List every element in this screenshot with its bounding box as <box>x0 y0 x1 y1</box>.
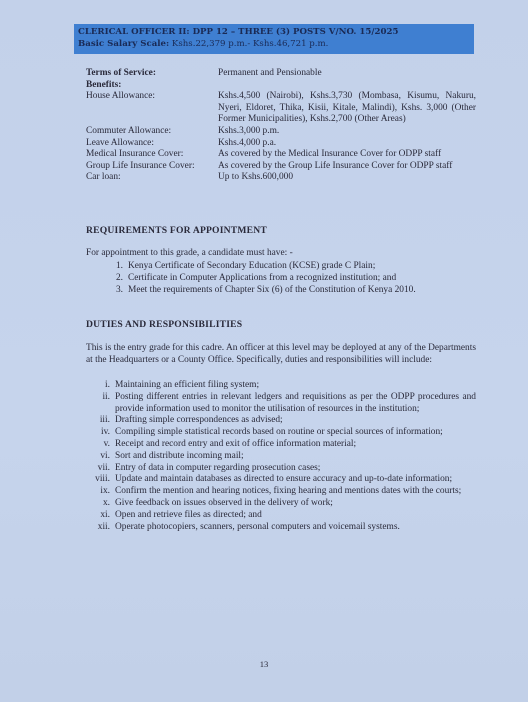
list-item <box>86 486 476 498</box>
benefit-row <box>86 172 476 184</box>
list-number: 2. <box>115 272 123 283</box>
benefit-label: Group Life Insurance Cover: <box>86 160 195 171</box>
benefit-value: Kshs.3,000 p.m. <box>218 125 280 136</box>
list-number: v. <box>103 438 110 449</box>
list-text: Receipt and record entry and exit of office information material; <box>115 438 357 449</box>
list-item <box>86 522 476 534</box>
list-number: ii. <box>102 391 110 402</box>
benefit-label: Medical Insurance Cover: <box>86 149 184 160</box>
benefit-label: Car loan: <box>86 172 121 183</box>
benefit-label: Commuter Allowance: <box>86 125 172 136</box>
terms-table <box>86 68 476 184</box>
list-text: Sort and distribute incoming mail; <box>115 450 244 461</box>
list-text: Entry of data in computer regarding prosecution cases; <box>115 462 321 473</box>
duties-heading: DUTIES AND RESPONSIBILITIES <box>86 319 243 330</box>
benefits-row <box>86 80 476 92</box>
list-number: ix. <box>100 486 110 497</box>
list-number: iv. <box>100 427 110 438</box>
benefit-value: As covered by the Medical Insurance Cover for ODPP staff <box>218 149 442 160</box>
list-text: Update and maintain databases as directed to ensure accuracy and up-to-date information; <box>115 474 453 485</box>
list-number: 1. <box>115 261 123 271</box>
job-title: CLERICAL OFFICER II: DPP 12 – THREE (3) POSTS V/NO. 15/2025 <box>78 27 399 37</box>
terms-row <box>86 68 476 80</box>
list-item <box>86 439 476 451</box>
list-text: Certificate in Computer Applications from a recognized institution; and <box>128 272 397 283</box>
terms-value: Permanent and Pensionable <box>218 68 322 78</box>
list-text: Drafting simple correspondences as advised; <box>115 415 283 426</box>
list-item <box>86 261 476 273</box>
requirements-list <box>86 261 476 296</box>
list-number: vi. <box>100 450 110 461</box>
benefit-row <box>86 161 476 173</box>
list-item <box>86 415 476 427</box>
list-item <box>86 392 476 416</box>
list-number: i. <box>105 380 110 390</box>
list-number: vii. <box>97 462 110 473</box>
terms-label: Terms of Service: <box>86 68 156 78</box>
job-title-banner <box>74 24 474 54</box>
list-text: Posting different entries in relevant ledgers and requisitions as per the ODPP procedures and provide information used to monitor the utilisation of resources in the institution; <box>115 391 476 414</box>
list-item <box>86 463 476 475</box>
benefit-row <box>86 149 476 161</box>
benefit-row <box>86 138 476 150</box>
list-text: Open and retrieve files as directed; and <box>115 509 262 520</box>
benefit-label: House Allowance: <box>86 91 155 102</box>
benefit-value: As covered by the Group Life Insurance Cover for ODPP staff <box>218 160 453 171</box>
list-text: Kenya Certificate of Secondary Education (KCSE) grade C Plain; <box>128 261 376 271</box>
list-item <box>86 380 476 392</box>
requirements-intro: For appointment to this grade, a candidate must have: - <box>86 248 293 258</box>
list-number: iii. <box>99 415 110 426</box>
list-number: 3. <box>115 284 123 295</box>
list-item <box>86 285 476 297</box>
benefit-label: Leave Allowance: <box>86 137 154 148</box>
list-number: x. <box>102 497 110 508</box>
salary-value: Kshs.22,379 p.m.- Kshs.46,721 p.m. <box>169 39 329 49</box>
list-number: xii. <box>97 521 110 532</box>
list-number: viii. <box>95 474 110 485</box>
list-text: Operate photocopiers, scanners, personal computers and voicemail systems. <box>115 521 400 532</box>
page-number: 13 <box>259 659 269 669</box>
list-item <box>86 510 476 522</box>
requirements-heading: REQUIREMENTS FOR APPOINTMENT <box>86 225 267 236</box>
list-text: Confirm the mention and hearing notices, fixing hearing and mentions dates with the courts; <box>115 486 462 497</box>
benefit-row <box>86 126 476 138</box>
list-text: Maintaining an efficient filing system; <box>115 380 260 390</box>
list-text: Compiling simple statistical records based on routine or special sources of information; <box>115 427 443 438</box>
list-item <box>86 474 476 486</box>
list-item <box>86 273 476 285</box>
duties-list <box>86 380 476 533</box>
list-number: xi. <box>100 509 110 520</box>
benefit-value: Kshs.4,500 (Nairobi), Kshs.3,730 (Mombasa, Kisumu, Nakuru, Nyeri, Eldoret, Thika, Kisii, Kitale, Malindi), Kshs. 3,000 (Other Former Municipalities), Kshs.2,700 (Other Areas) <box>218 91 476 125</box>
salary-scale <box>78 38 470 50</box>
duties-intro: This is the entry grade for this cadre. An officer at this level may be deployed at any of the Departments at the Headquarters or a County Office. Specifically, duties and responsibilities will include: <box>86 343 476 365</box>
list-item <box>86 427 476 439</box>
benefit-value: Kshs.4,000 p.a. <box>218 137 277 148</box>
list-item <box>86 451 476 463</box>
benefit-value: Up to Kshs.600,000 <box>218 172 294 183</box>
list-item <box>86 498 476 510</box>
list-text: Meet the requirements of Chapter Six (6) of the Constitution of Kenya 2010. <box>128 284 416 295</box>
list-text: Give feedback on issues observed in the delivery of work; <box>115 497 333 508</box>
salary-label: Basic Salary Scale: <box>78 39 170 49</box>
benefit-row <box>86 91 476 126</box>
benefits-label: Benefits: <box>86 79 122 90</box>
